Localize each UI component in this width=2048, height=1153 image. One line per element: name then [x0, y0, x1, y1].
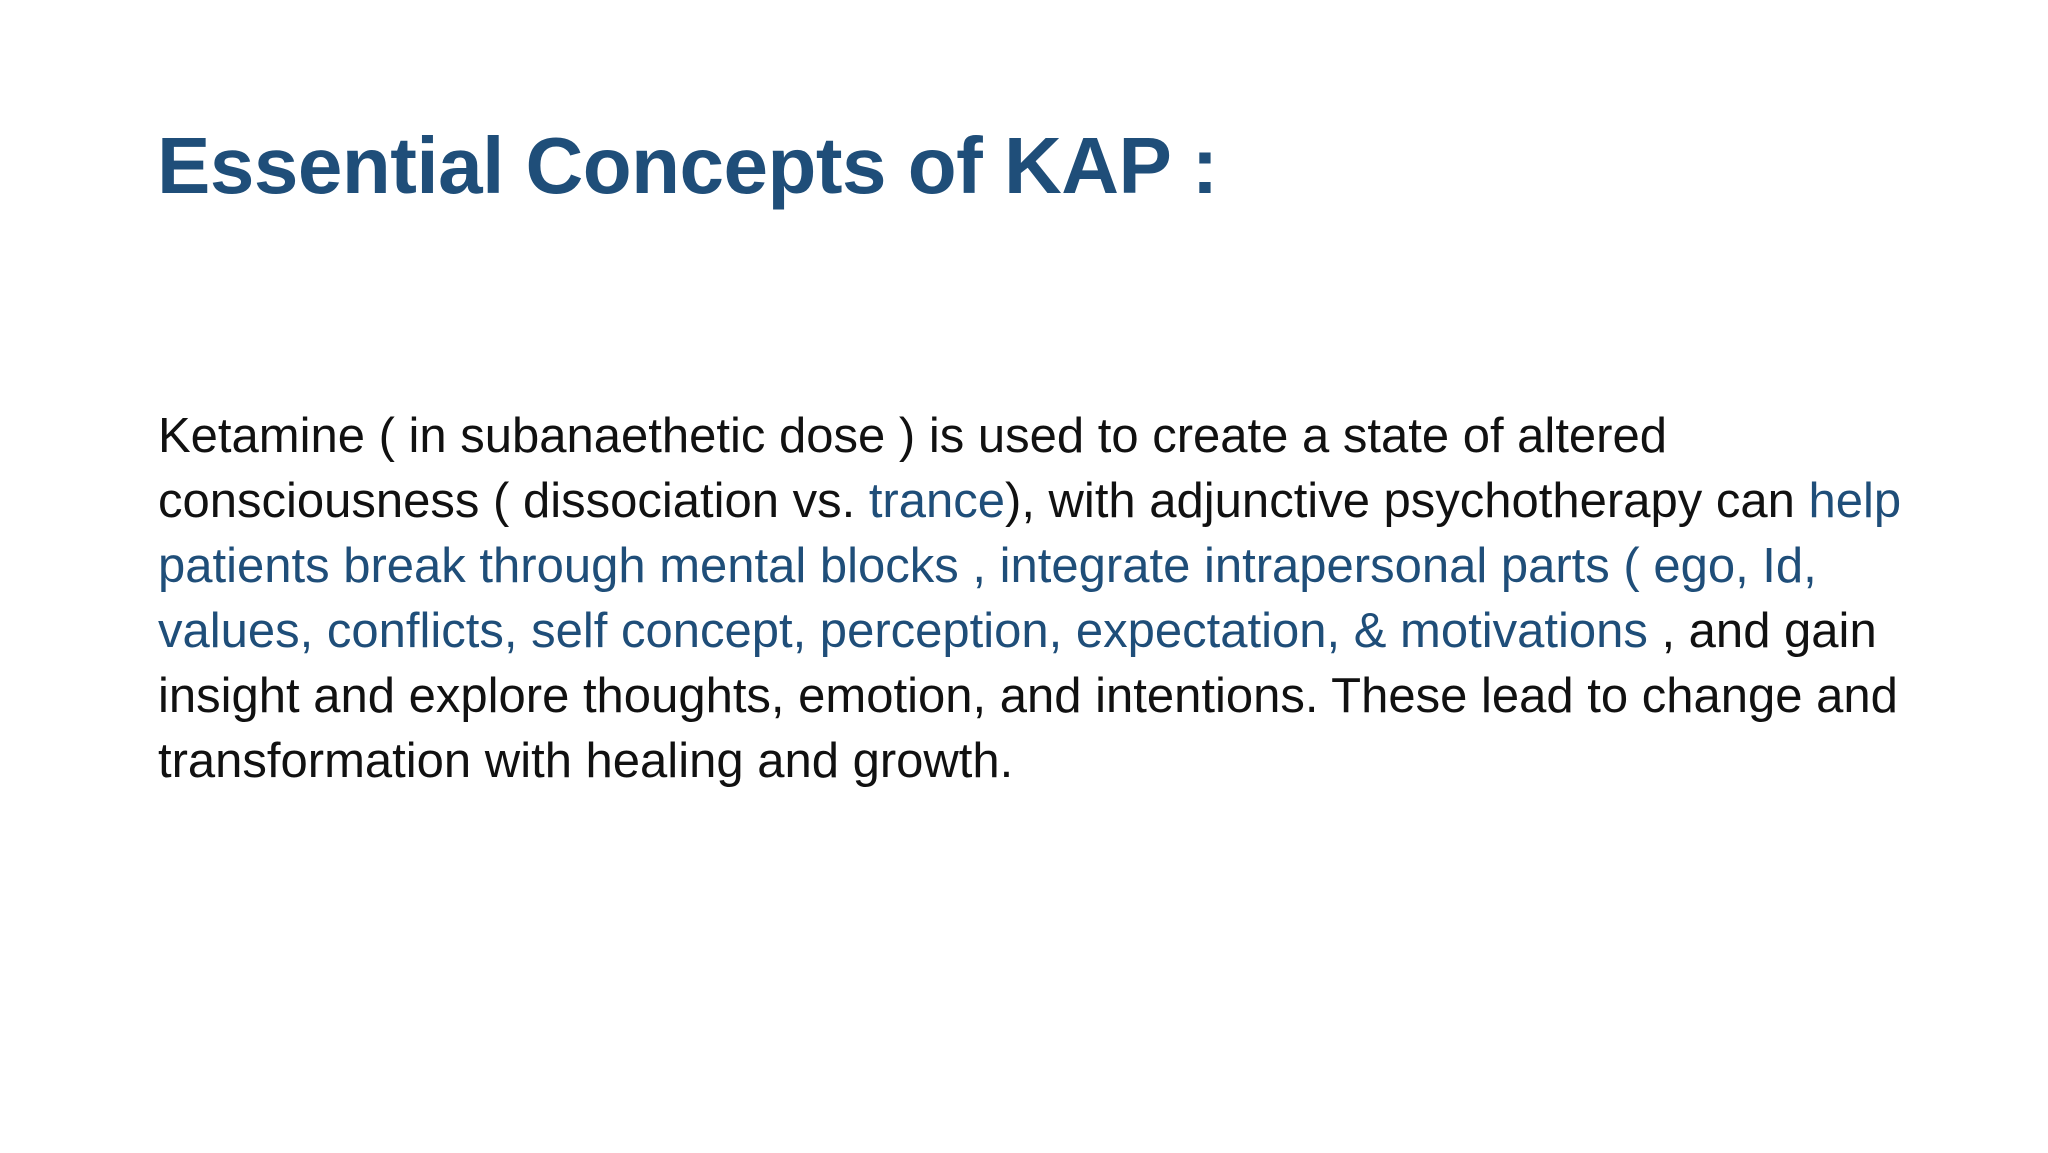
body-highlight-trance: trance [868, 474, 1005, 528]
slide-body-paragraph [158, 404, 1918, 794]
slide-title: Essential Concepts of KAP : [157, 121, 1218, 210]
body-text-segment: , and gain insight and explore thoughts, emotion, and intentions. These lead to change and transformation with healing and growth. [158, 604, 1898, 788]
body-text-segment: ), with adjunctive psychotherapy can [1005, 474, 1809, 528]
body-highlight-benefits: help patients break through mental blocks , integrate intrapersonal parts ( ego, Id, values, conflicts, self concept, perception, expectation, & motivations [158, 474, 1902, 658]
body-text-segment: Ketamine ( in subanaethetic dose ) is used to create a state of altered consciousness ( dissociation vs. [158, 409, 1667, 528]
